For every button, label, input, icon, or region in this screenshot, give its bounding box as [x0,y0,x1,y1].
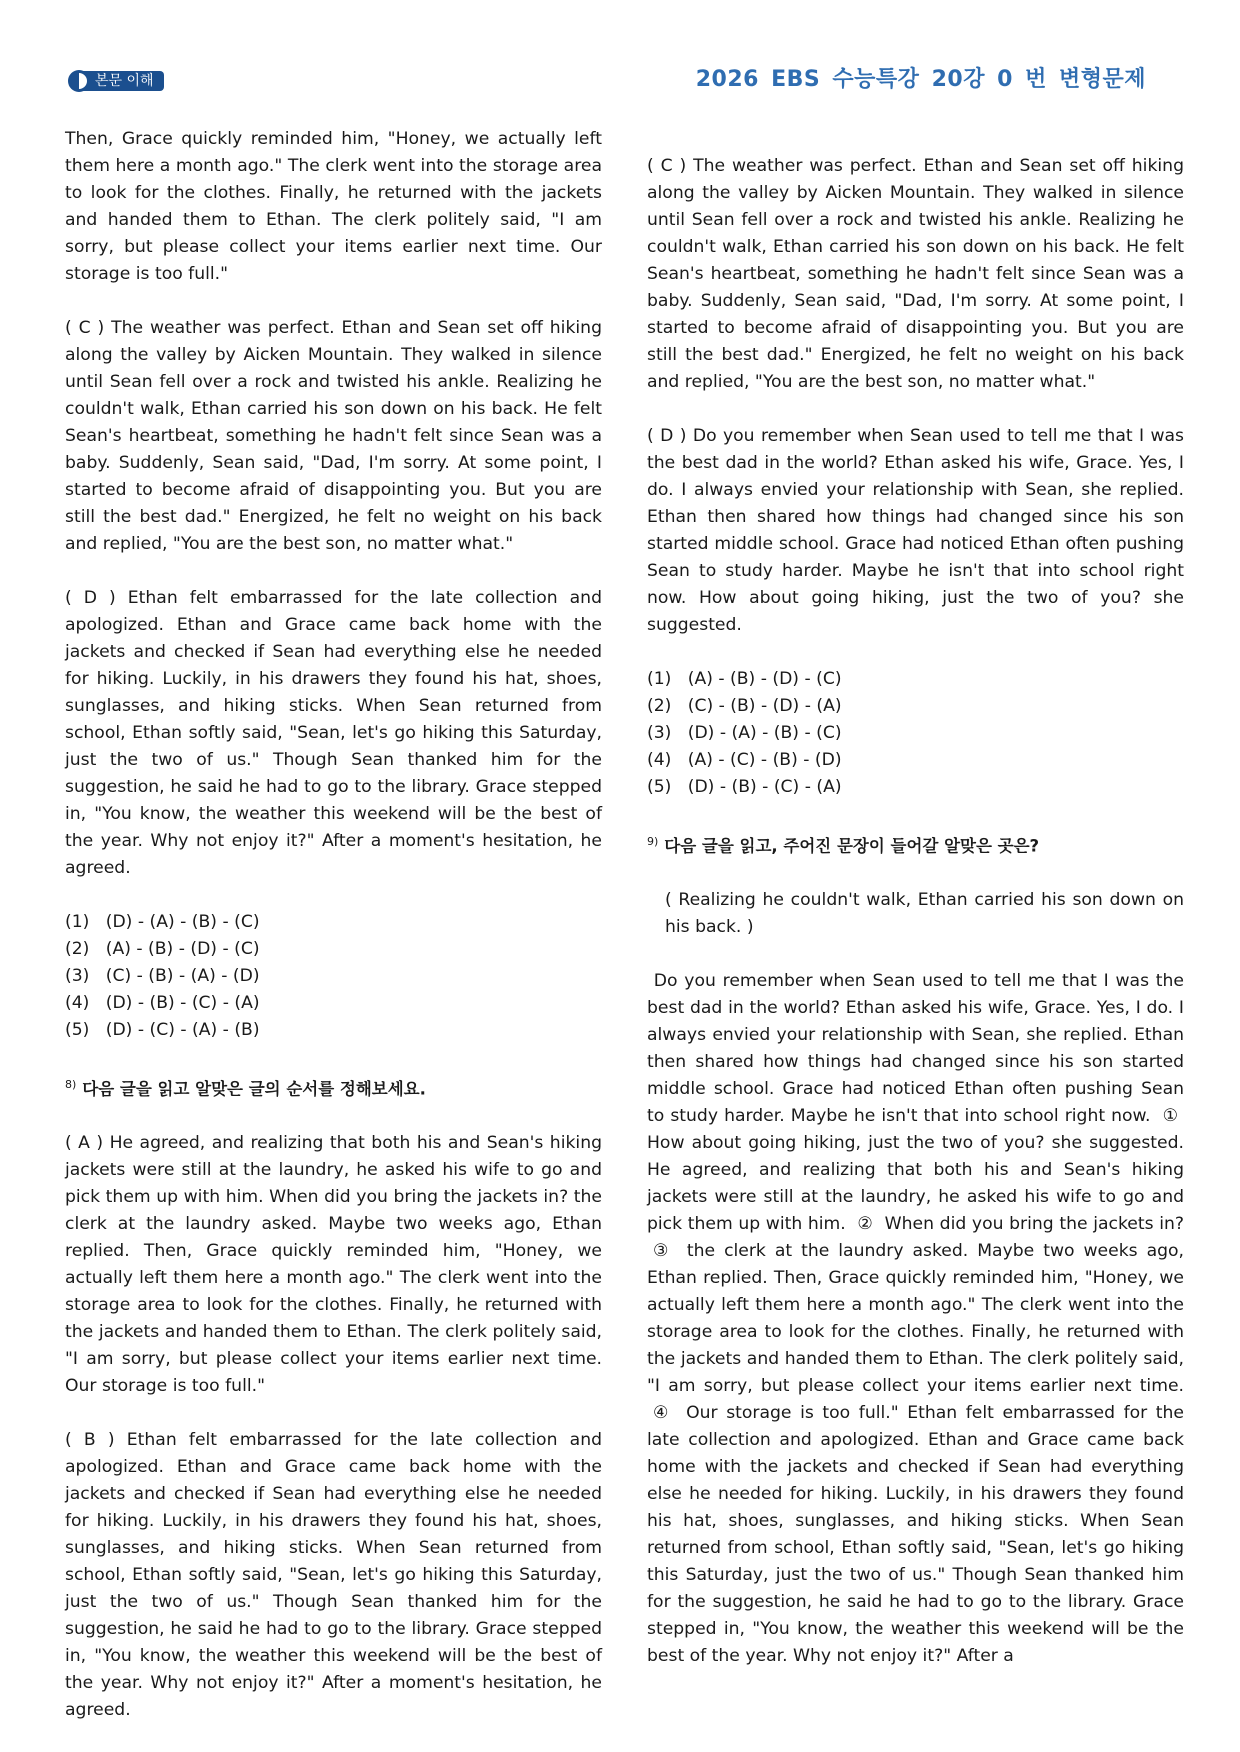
section-badge [68,70,164,92]
answer-option[interactable]: (2) (C) - (B) - (D) - (A) [647,696,842,716]
answer-option[interactable]: (1) (D) - (A) - (B) - (C) [65,912,260,932]
right-column [647,153,1184,1697]
marker-3: ③ [653,1240,672,1261]
question-9 [647,828,1184,860]
answer-option[interactable]: (5) (D) - (B) - (C) - (A) [647,777,842,797]
given-sentence: ( Realizing he couldn't walk, Ethan carried his son down on his back. ) [665,889,1184,937]
question-8 [65,1071,602,1103]
passage-a: ( A ) He agreed, and realizing that both his and Sean's hiking jackets were still at the laundry, he asked his wife to go and pick them up with him. When did you bring the jackets in? the clerk at the laundry asked. Maybe two weeks ago, Ethan replied. Then, Grace quickly reminded him, "Honey, we actually left them here a month ago." The clerk went into the storage area to look for the clothes. Finally, he returned with the jackets and handed them to Ethan. The clerk politely said, "I am sorry, but please collect your items earlier next time. Our storage is too full." [65,1132,602,1396]
insertion-passage [647,968,1184,1670]
marker-1: ① [1162,1105,1178,1126]
passage-segment: Our storage is too full." Ethan felt embarrassed for the late collection and apologized. Ethan and Grace came back home with the jackets and checked if Sean had everything else he needed for hiking. Luckily, in his drawers they found his hat, shoes, sunglasses, and hiking sticks. When Sean returned from school, Ethan softly said, "Sean, let's go hiking this Saturday, just the two of us." Though Sean thanked him for the suggestion, he said he had to go to the library. Grace stepped in, "You know, the weather this weekend will be the best of the year. Why not enjoy it?" After a [647,1402,1184,1666]
passage-c: ( C ) The weather was perfect. Ethan and Sean set off hiking along the valley by Aicken Mountain. They walked in silence until Sean fell over a rock and twisted his ankle. Realizing he couldn't walk, Ethan carried his son down on his back. He felt Sean's heartbeat, something he hadn't felt since Sean was a baby. Suddenly, Sean said, "Dad, I'm sorry. At some point, I started to become afraid of disappointing you. But you are still the best dad." Energized, he felt no weight on his back and replied, "You are the best son, no matter what." [647,156,1184,392]
passage-d: ( D ) Ethan felt embarrassed for the late collection and apologized. Ethan and Grace came back home with the jackets and checked if Sean had everything else he needed for hiking. Luckily, in his drawers they found his hat, shoes, sunglasses, and hiking sticks. When Sean returned from school, Ethan softly said, "Sean, let's go hiking this Saturday, just the two of us." Though Sean thanked him for the suggestion, he said he had to go to the library. Grace stepped in, "You know, the weather this weekend will be the best of the year. Why not enjoy it?" After a moment's hesitation, he agreed. [65,588,602,878]
answer-option[interactable]: (5) (D) - (C) - (A) - (B) [65,1020,260,1040]
passage-segment: How about going hiking, just the two of you? she suggested. He agreed, and realizing that both his and Sean's hiking jackets were still at the laundry, he asked his wife to go and pick them up with him. [647,1132,1184,1234]
answer-options [65,909,602,1044]
marker-4: ④ [653,1402,672,1423]
half-circle-icon [68,70,90,92]
question-number: 8) [65,1078,77,1091]
answer-option[interactable]: (3) (D) - (A) - (B) - (C) [647,723,842,743]
answer-option[interactable]: (4) (D) - (B) - (C) - (A) [65,993,260,1013]
page-title: 2026 EBS 수능특강 20강 0 번 변형문제 [695,67,1146,92]
passage-segment: When did you bring the jackets in? [884,1213,1184,1234]
question-text: 다음 글을 읽고 알맞은 글의 순서를 정해보세요. [82,1079,426,1099]
question-text: 다음 글을 읽고, 주어진 문장이 들어갈 알맞은 곳은? [664,836,1040,856]
left-column [65,126,602,1751]
marker-2: ② [857,1213,874,1234]
badge-label: 본문 이해 [79,71,164,91]
question-number: 9) [647,835,659,848]
passage-segment: Do you remember when Sean used to tell me that I was the best dad in the world? Ethan asked his wife, Grace. Yes, I do. I always envied your relationship with Sean, she replied. Ethan then shared how things had changed since his son started middle school. Grace had noticed Ethan often pushing Sean to study harder. Maybe he isn't that into school right now. [647,970,1184,1126]
passage-c: ( C ) The weather was perfect. Ethan and Sean set off hiking along the valley by Aicken Mountain. They walked in silence until Sean fell over a rock and twisted his ankle. Realizing he couldn't walk, Ethan carried his son down on his back. He felt Sean's heartbeat, something he hadn't felt since Sean was a baby. Suddenly, Sean said, "Dad, I'm sorry. At some point, I started to become afraid of disappointing you. But you are still the best dad." Energized, he felt no weight on his back and replied, "You are the best son, no matter what." [65,318,602,554]
passage-segment: the clerk at the laundry asked. Maybe two weeks ago, Ethan replied. Then, Grace quickly reminded him, "Honey, we actually left them here a month ago." The clerk went into the storage area to look for the clothes. Finally, he returned with the jackets and handed them to Ethan. The clerk politely said, "I am sorry, but please collect your items earlier next time. [647,1240,1184,1396]
answer-option[interactable]: (2) (A) - (B) - (D) - (C) [65,939,260,959]
answer-option[interactable]: (4) (A) - (C) - (B) - (D) [647,750,842,770]
passage-continued: Then, Grace quickly reminded him, "Honey, we actually left them here a month ago." The clerk went into the storage area to look for the clothes. Finally, he returned with the jackets and handed them to Ethan. The clerk politely said, "I am sorry, but please collect your items earlier next time. Our storage is too full." [65,129,602,284]
passage-d: ( D ) Do you remember when Sean used to tell me that I was the best dad in the world? Ethan asked his wife, Grace. Yes, I do. I always envied your relationship with Sean, she replied. Ethan then shared how things had changed since his son started middle school. Grace had noticed Ethan often pushing Sean to study harder. Maybe he isn't that into school right now. How about going hiking, just the two of you? she suggested. [647,426,1184,635]
answer-option[interactable]: (1) (A) - (B) - (D) - (C) [647,669,842,689]
passage-b: ( B ) Ethan felt embarrassed for the late collection and apologized. Ethan and Grace came back home with the jackets and checked if Sean had everything else he needed for hiking. Luckily, in his drawers they found his hat, shoes, sunglasses, and hiking sticks. When Sean returned from school, Ethan softly said, "Sean, let's go hiking this Saturday, just the two of us." Though Sean thanked him for the suggestion, he said he had to go to the library. Grace stepped in, "You know, the weather this weekend will be the best of the year. Why not enjoy it?" After a moment's hesitation, he agreed. [65,1429,602,1720]
answer-option[interactable]: (3) (C) - (B) - (A) - (D) [65,966,260,986]
answer-options [647,666,1184,801]
